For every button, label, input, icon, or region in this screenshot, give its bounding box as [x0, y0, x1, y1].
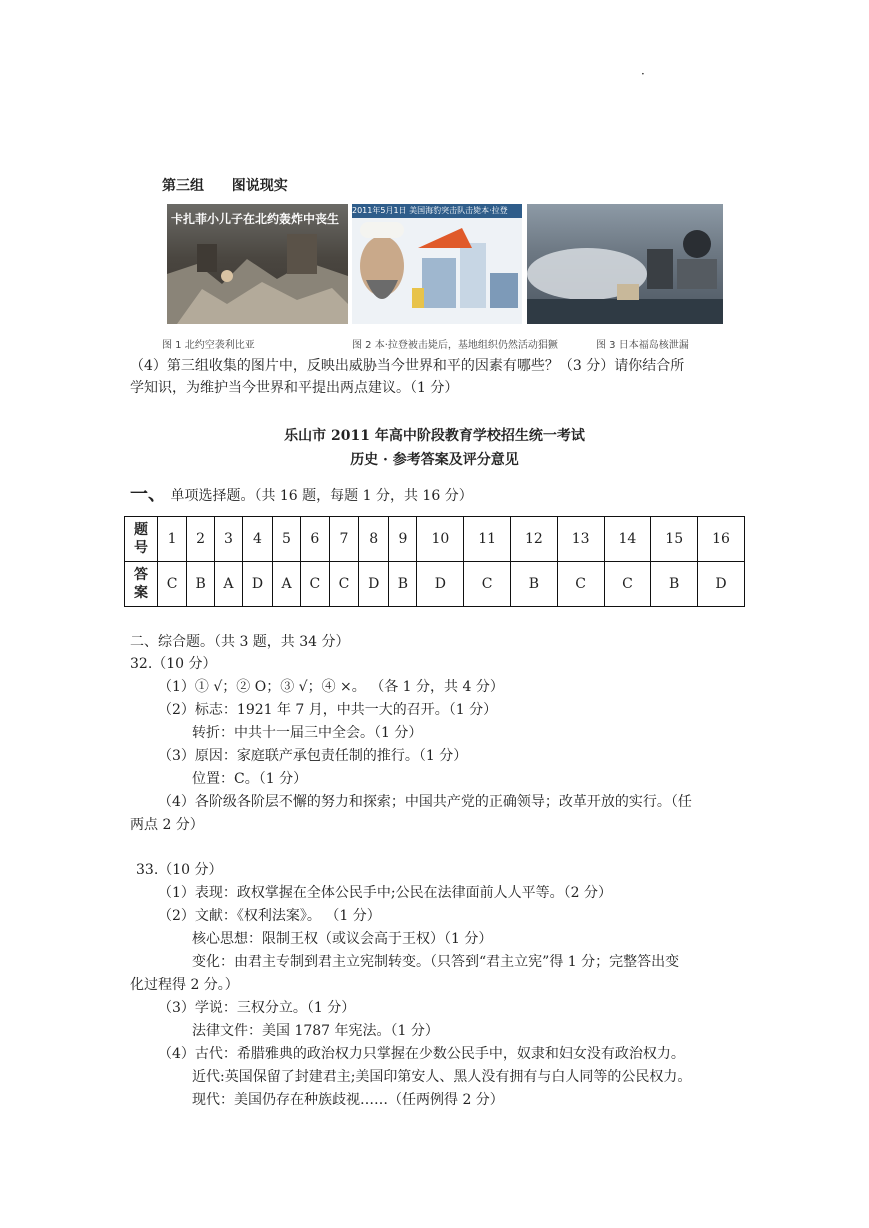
section1-text: 单项选择题。（共 16 题，每题 1 分，共 16 分） [170, 488, 473, 504]
question-number: 15 [651, 517, 698, 562]
answer-cell: A [273, 562, 301, 607]
q33-line10: 现代：美国仍存在种族歧视……（任两例得 2 分） [192, 1092, 504, 1108]
answer-cell: C [604, 562, 651, 607]
q33-line2: （2）文献：《权利法案》。 （1 分） [158, 908, 381, 924]
photo2-caption: 图 2 本·拉登被击毙后，基地组织仍然活动猖獗 [352, 340, 558, 351]
q33-line7: 法律文件：美国 1787 年宪法。（1 分） [192, 1023, 439, 1039]
q33-heading: 33.（10 分） [136, 862, 223, 878]
question-number: 13 [557, 517, 604, 562]
answer-cell: B [651, 562, 698, 607]
photo-bin-laden-graphic [352, 204, 522, 324]
answer-cell: D [242, 562, 272, 607]
question4-line2: 学知识，为维护当今世界和平提出两点建议。（1 分） [130, 380, 459, 396]
question-number: 3 [215, 517, 243, 562]
answer-cell: D [698, 562, 745, 607]
q33-line1: （1）表现：政权掌握在全体公民手中;公民在法律面前人人平等。（2 分） [158, 885, 612, 901]
answer-cell: D [359, 562, 389, 607]
photo-libya-airstrike [167, 204, 348, 324]
question-number: 16 [698, 517, 745, 562]
q33-line9: 近代:英国保留了封建君主;美国印第安人、黑人没有拥有与白人同等的公民权力。 [192, 1069, 692, 1085]
bin-laden-infographic [352, 218, 522, 324]
group3-title: 图说现实 [231, 178, 288, 194]
answer-title-line1: 乐山市 2011 年高中阶段教育学校招生统一考试 [284, 428, 585, 444]
header-dot: · [641, 67, 645, 81]
answer-cell: C [557, 562, 604, 607]
answer-cell: B [187, 562, 215, 607]
question-number: 1 [158, 517, 187, 562]
answer-cell: C [464, 562, 511, 607]
table-header-number: 题号 [125, 517, 158, 562]
photo1-caption: 图 1 北约空袭利比亚 [162, 340, 255, 351]
answer-title-line2: 历史 · 参考答案及评分意见 [350, 452, 519, 468]
answer-cell: B [389, 562, 417, 607]
table-row-numbers [125, 517, 745, 562]
question-number: 4 [242, 517, 272, 562]
photo2-header-text: 2011年5月1日 美国海豹突击队击毙本·拉登 [352, 204, 522, 218]
section2-heading: 二、综合题。（共 3 题，共 34 分） [130, 634, 350, 650]
question-number: 11 [464, 517, 511, 562]
q32-line6: （4）各阶级各阶层不懈的努力和探索；中国共产党的正确领导；改革开放的实行。（任 [158, 794, 692, 810]
answer-cell: C [300, 562, 329, 607]
question-number: 7 [329, 517, 358, 562]
q32-line1: （1）① √；② O；③ √；④ ×。 （各 1 分，共 4 分） [158, 679, 504, 695]
question-number: 14 [604, 517, 651, 562]
q33-line4: 变化：由君主专制到君主立宪制转变。（只答到“君主立宪”得 1 分；完整答出变 [192, 954, 680, 970]
table-row-answers [125, 562, 745, 607]
section1-number: 一、 [130, 484, 166, 505]
question4-line1: （4）第三组收集的图片中，反映出威胁当今世界和平的因素有哪些？（3 分）请你结合所 [130, 358, 685, 374]
q32-line7: 两点 2 分） [130, 817, 204, 833]
group3-label: 第三组 [162, 178, 204, 194]
answer-cell: D [417, 562, 464, 607]
q33-line3: 核心思想：限制王权（或议会高于王权）（1 分） [192, 931, 493, 947]
q33-line6: （3）学说：三权分立。（1 分） [158, 1000, 356, 1016]
photo-fukushima-nuclear-leak [527, 204, 723, 324]
question-number: 8 [359, 517, 389, 562]
q32-line4: （3）原因：家庭联产承包责任制的推行。（1 分） [158, 748, 468, 764]
q32-line3: 转折：中共十一届三中全会。（1 分） [192, 725, 423, 741]
answer-cell: A [215, 562, 243, 607]
section1-heading [130, 485, 473, 506]
q32-heading: 32.（10 分） [130, 656, 217, 672]
photo1-overlay-text: 卡扎菲小儿子在北约轰炸中丧生 [171, 212, 340, 226]
q33-line5: 化过程得 2 分。） [130, 977, 239, 993]
question-number: 10 [417, 517, 464, 562]
photo3-caption: 图 3 日本福岛核泄漏 [596, 340, 689, 351]
question-number: 6 [300, 517, 329, 562]
q32-line2: （2）标志：1921 年 7 月，中共一大的召开。（1 分） [158, 702, 498, 718]
table-header-answer: 答案 [125, 562, 158, 607]
question-number: 5 [273, 517, 301, 562]
q33-line8: （4）古代：希腊雅典的政治权力只掌握在少数公民手中，奴隶和妇女没有政治权力。 [158, 1046, 685, 1062]
group3-heading [162, 176, 288, 196]
question-number: 12 [511, 517, 558, 562]
answer-table [124, 516, 745, 607]
question-number: 9 [389, 517, 417, 562]
answer-cell: C [158, 562, 187, 607]
question-number: 2 [187, 517, 215, 562]
q32-line5: 位置：C。（1 分） [192, 771, 308, 787]
answer-cell: B [511, 562, 558, 607]
answer-cell: C [329, 562, 358, 607]
fukushima-illustration [527, 204, 723, 324]
